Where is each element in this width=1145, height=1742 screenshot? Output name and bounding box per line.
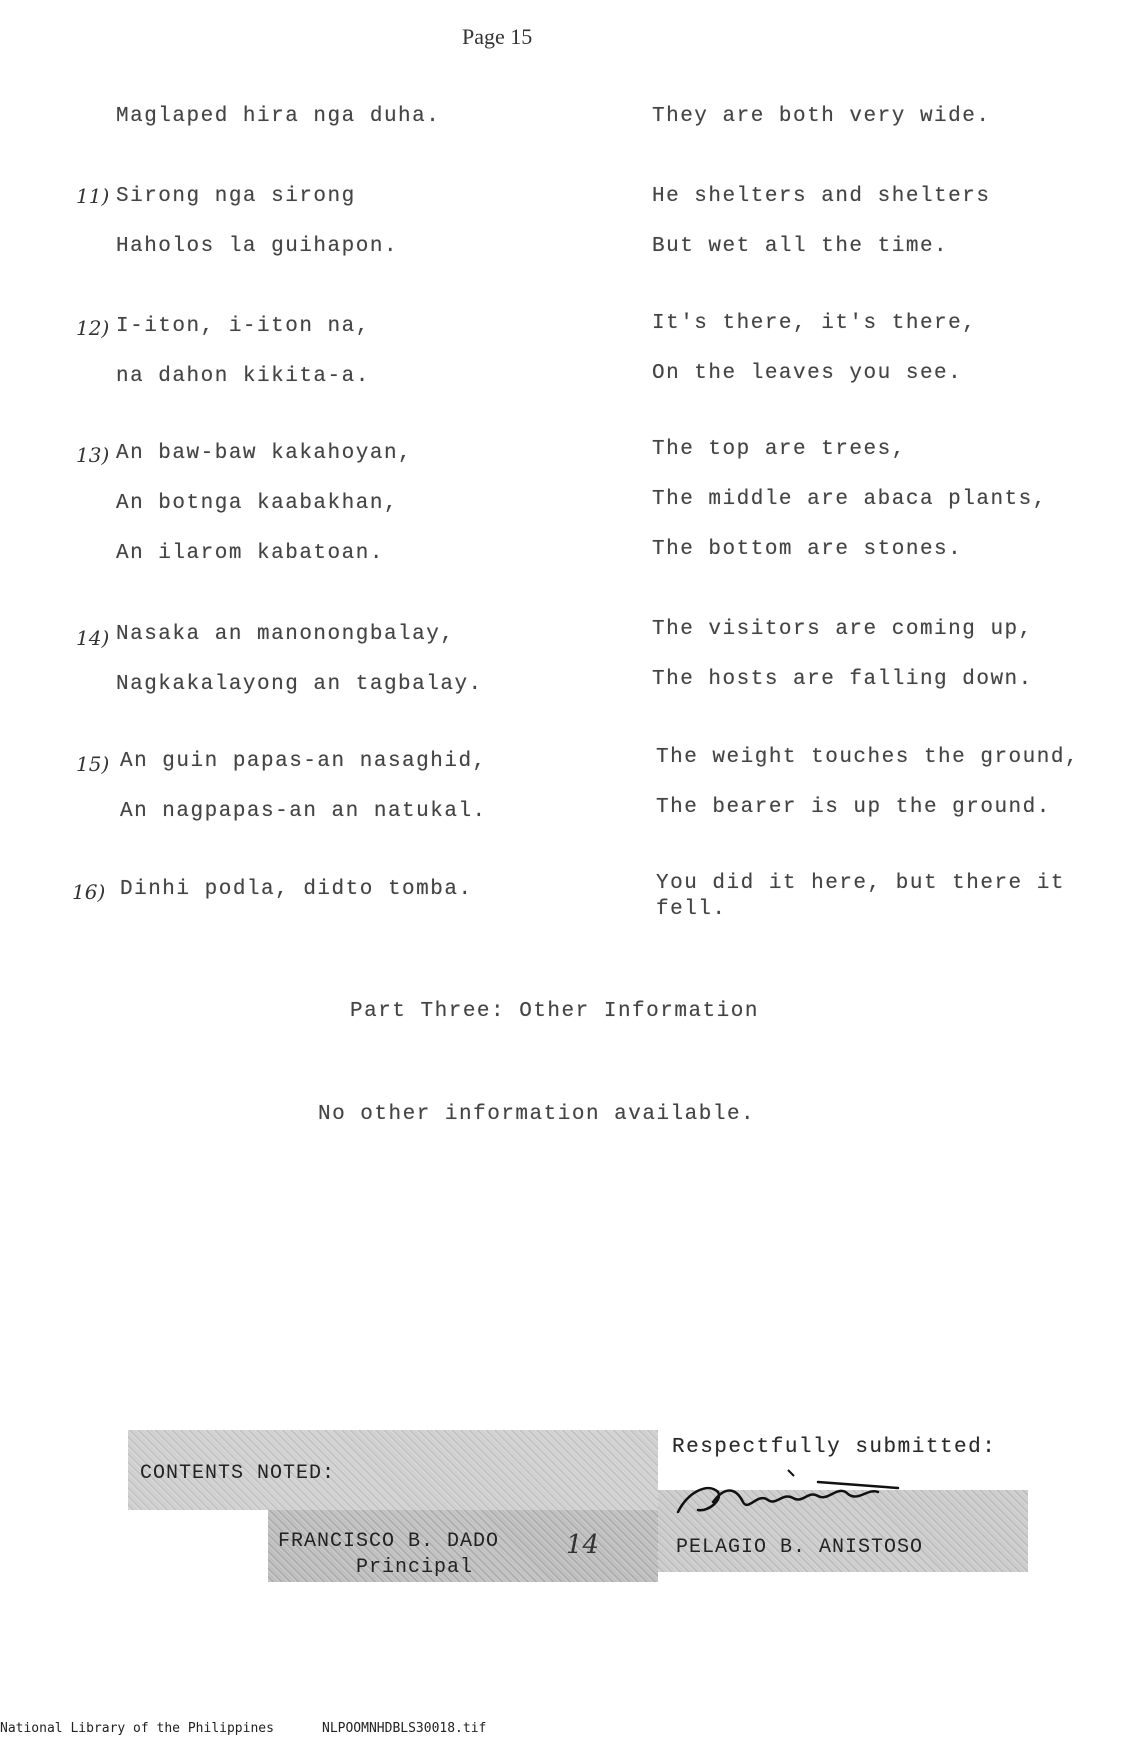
page-number: Page 15 bbox=[462, 24, 533, 49]
riddle-14-marker: 14) bbox=[76, 626, 110, 650]
riddle-15-marker: 15) bbox=[76, 752, 110, 776]
principal-title: Principal bbox=[356, 1556, 474, 1579]
riddle-1-left-line-1: Maglaped hira nga duha. bbox=[116, 105, 441, 128]
riddle-15-left-line-2: An nagpapas-an an natukal. bbox=[120, 800, 487, 823]
riddle-11-left-line-1: Sirong nga sirong bbox=[116, 185, 356, 208]
riddle-15-right-line-1: The weight touches the ground, bbox=[656, 746, 1080, 769]
riddle-13-left-line-2: An botnga kaabakhan, bbox=[116, 492, 399, 515]
riddle-15-left-line-1: An guin papas-an nasaghid, bbox=[120, 750, 487, 773]
part-three-body: No other information available. bbox=[318, 1103, 756, 1126]
riddle-16-left-line-1: Dinhi podla, didto tomba. bbox=[120, 878, 473, 901]
footer-filename: NLPOOMNHDBLS30018.tif bbox=[322, 1721, 487, 1736]
riddle-13-left-line-3: An ilarom kabatoan. bbox=[116, 542, 384, 565]
footer-library: National Library of the Philippines bbox=[0, 1721, 274, 1736]
riddle-12-marker: 12) bbox=[76, 316, 110, 340]
riddle-12-right-line-1: It's there, it's there, bbox=[652, 312, 977, 335]
riddle-11-left-line-2: Haholos la guihapon. bbox=[116, 235, 399, 258]
riddle-16-right-line-1: You did it here, but there it bbox=[656, 872, 1065, 895]
handwritten-signature bbox=[668, 1462, 948, 1532]
riddle-12-left-line-1: I-iton, i-iton na, bbox=[116, 315, 370, 338]
submitter-name: PELAGIO B. ANISTOSO bbox=[676, 1536, 924, 1559]
riddle-12-left-line-2: na dahon kikita-a. bbox=[116, 365, 370, 388]
riddle-11-right-line-1: He shelters and shelters bbox=[652, 185, 991, 208]
respectfully-submitted: Respectfully submitted: bbox=[672, 1436, 997, 1459]
part-three-heading: Part Three: Other Information bbox=[350, 1000, 759, 1023]
riddle-13-right-line-1: The top are trees, bbox=[652, 438, 906, 461]
riddle-11-right-line-2: But wet all the time. bbox=[652, 235, 949, 258]
riddle-13-right-line-2: The middle are abaca plants, bbox=[652, 488, 1047, 511]
riddle-14-right-line-2: The hosts are falling down. bbox=[652, 668, 1033, 691]
riddle-14-left-line-2: Nagkakalayong an tagbalay. bbox=[116, 673, 483, 696]
riddle-13-marker: 13) bbox=[76, 443, 110, 467]
contents-noted: CONTENTS NOTED: bbox=[140, 1462, 336, 1485]
riddle-13-right-line-3: The bottom are stones. bbox=[652, 538, 963, 561]
hand-mark: 14 bbox=[566, 1530, 600, 1560]
riddle-16-marker: 16) bbox=[72, 880, 106, 904]
principal-name: FRANCISCO B. DADO bbox=[278, 1530, 500, 1553]
riddle-11-marker: 11) bbox=[76, 184, 110, 208]
riddle-16-right-line-2: fell. bbox=[656, 898, 727, 921]
riddle-14-left-line-1: Nasaka an manonongbalay, bbox=[116, 623, 455, 646]
riddle-13-left-line-1: An baw-baw kakahoyan, bbox=[116, 442, 413, 465]
riddle-1-right-line-1: They are both very wide. bbox=[652, 105, 991, 128]
riddle-14-right-line-1: The visitors are coming up, bbox=[652, 618, 1033, 641]
riddle-15-right-line-2: The bearer is up the ground. bbox=[656, 796, 1051, 819]
riddle-12-right-line-2: On the leaves you see. bbox=[652, 362, 963, 385]
